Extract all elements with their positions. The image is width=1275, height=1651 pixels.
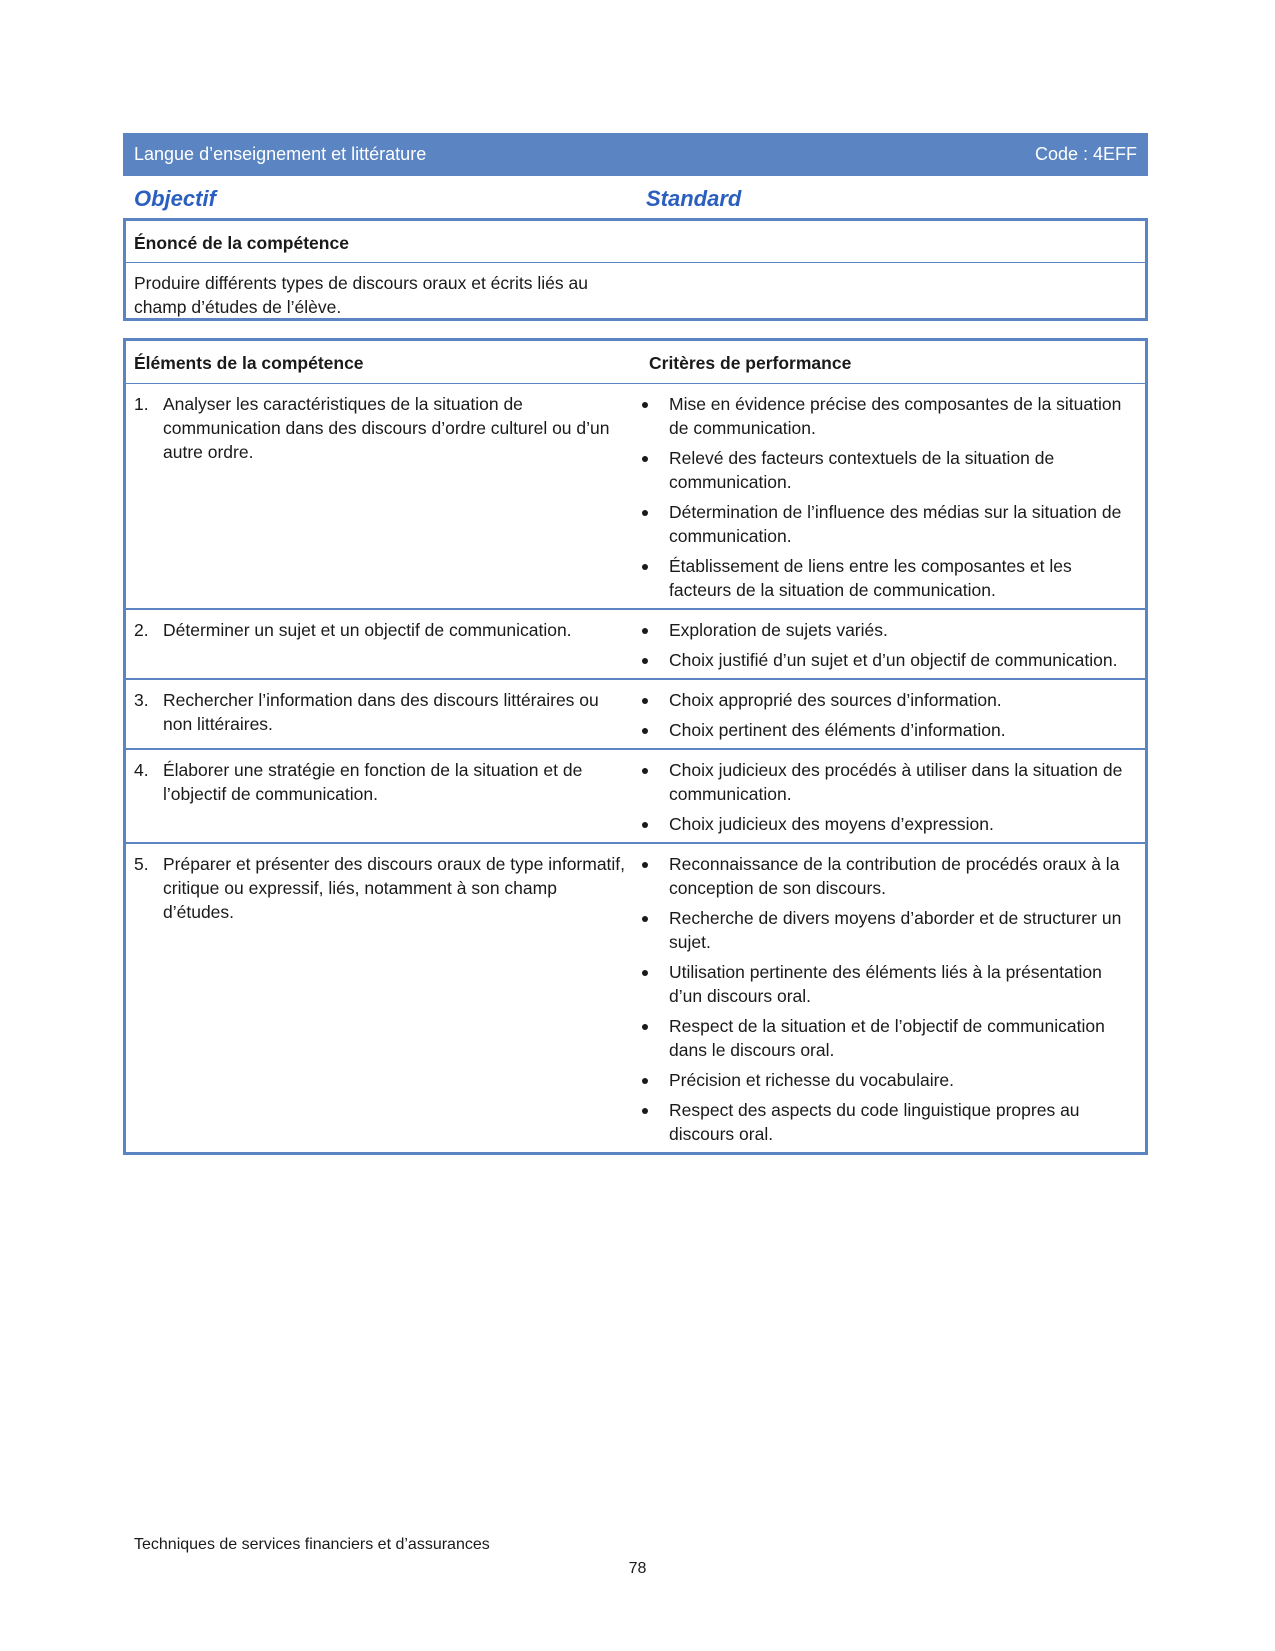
criterion-item bbox=[638, 554, 1128, 602]
bullet-icon bbox=[638, 648, 669, 672]
criterion-text: Choix judicieux des moyens d’expression. bbox=[669, 814, 994, 834]
competence-statement-text: Produire différents types de discours oraux et écrits liés au champ d’études de l’élève. bbox=[134, 273, 588, 317]
element-text: Préparer et présenter des discours oraux de type informatif, critique ou expressif, liés, notamment à son champ d’études. bbox=[163, 854, 626, 922]
criterion-item bbox=[638, 446, 1128, 494]
competence-element bbox=[126, 392, 638, 602]
bullet-icon bbox=[638, 852, 669, 900]
competence-element bbox=[126, 852, 638, 1146]
bullet-icon bbox=[638, 618, 669, 642]
element-text: Déterminer un sujet et un objectif de communication. bbox=[163, 620, 572, 640]
criterion-item bbox=[638, 960, 1128, 1008]
bullet-icon bbox=[638, 392, 669, 440]
element-number: 3. bbox=[134, 690, 149, 710]
criterion-text: Relevé des facteurs contextuels de la situation de communication. bbox=[669, 448, 1055, 492]
criterion-text: Utilisation pertinente des éléments liés à la présentation d’un discours oral. bbox=[669, 962, 1102, 1006]
criterion-text: Choix approprié des sources d’information. bbox=[669, 690, 1002, 710]
table-row bbox=[126, 750, 1145, 844]
bullet-icon bbox=[638, 1068, 669, 1092]
bullet-icon bbox=[638, 1098, 669, 1146]
performance-criteria-list bbox=[638, 688, 1128, 742]
criterion-item bbox=[638, 906, 1128, 954]
bullet-icon bbox=[638, 906, 669, 954]
criterion-text: Détermination de l’influence des médias sur la situation de communication. bbox=[669, 502, 1122, 546]
criterion-item bbox=[638, 718, 1128, 742]
standard-heading: Standard bbox=[646, 186, 742, 211]
element-number: 1. bbox=[134, 394, 149, 414]
footer-program: Techniques de services financiers et d’assurances bbox=[134, 1536, 490, 1553]
elements-column-header: Éléments de la compétence bbox=[134, 353, 364, 373]
competence-element bbox=[126, 688, 638, 742]
competence-element bbox=[126, 618, 638, 672]
criterion-text: Respect de la situation et de l’objectif de communication dans le discours oral. bbox=[669, 1016, 1105, 1060]
performance-criteria-list bbox=[638, 392, 1128, 602]
element-text: Rechercher l’information dans des discours littéraires ou non littéraires. bbox=[163, 690, 599, 734]
criterion-item bbox=[638, 618, 1128, 642]
criterion-text: Choix pertinent des éléments d’information. bbox=[669, 720, 1006, 740]
criterion-text: Établissement de liens entre les composantes et les facteurs de la situation de communication. bbox=[669, 556, 1072, 600]
bullet-icon bbox=[638, 500, 669, 548]
criterion-text: Reconnaissance de la contribution de procédés oraux à la conception de son discours. bbox=[669, 854, 1120, 898]
criterion-item bbox=[638, 758, 1128, 806]
bullet-icon bbox=[638, 718, 669, 742]
element-text: Analyser les caractéristiques de la situation de communication dans des discours d’ordre culturel ou d’un autre ordre. bbox=[163, 394, 610, 462]
element-number: 4. bbox=[134, 760, 149, 780]
table-row bbox=[126, 844, 1145, 1152]
criteria-column-header: Critères de performance bbox=[649, 353, 852, 373]
bullet-icon bbox=[638, 758, 669, 806]
page-number: 78 bbox=[628, 1560, 647, 1577]
competence-element bbox=[126, 758, 638, 836]
element-number: 5. bbox=[134, 854, 149, 874]
element-number: 2. bbox=[134, 620, 149, 640]
bullet-icon bbox=[638, 554, 669, 602]
criterion-item bbox=[638, 688, 1128, 712]
element-text: Élaborer une stratégie en fonction de la situation et de l’objectif de communication. bbox=[163, 760, 583, 804]
performance-criteria-list bbox=[638, 758, 1128, 836]
bullet-icon bbox=[638, 446, 669, 494]
criterion-item bbox=[638, 1098, 1128, 1146]
criterion-item bbox=[638, 1068, 1128, 1092]
criterion-text: Exploration de sujets variés. bbox=[669, 620, 888, 640]
competence-table bbox=[123, 338, 1148, 1155]
criterion-text: Mise en évidence précise des composantes de la situation de communication. bbox=[669, 394, 1122, 438]
table-row bbox=[126, 610, 1145, 680]
performance-criteria-list bbox=[638, 852, 1128, 1146]
criterion-item bbox=[638, 648, 1128, 672]
course-code: Code : 4EFF bbox=[1034, 144, 1137, 164]
bullet-icon bbox=[638, 812, 669, 836]
criterion-text: Précision et richesse du vocabulaire. bbox=[669, 1070, 955, 1090]
table-header bbox=[126, 341, 1145, 384]
course-title: Langue d’enseignement et littérature bbox=[134, 144, 427, 164]
criterion-item bbox=[638, 1014, 1128, 1062]
criterion-item bbox=[638, 852, 1128, 900]
objective-row bbox=[123, 176, 1148, 218]
bullet-icon bbox=[638, 688, 669, 712]
table-body bbox=[126, 384, 1145, 1152]
table-row bbox=[126, 680, 1145, 750]
performance-criteria-list bbox=[638, 618, 1128, 672]
competence-statement-box bbox=[123, 218, 1148, 321]
bullet-icon bbox=[638, 960, 669, 1008]
criterion-text: Choix justifié d’un sujet et d’un objectif de communication. bbox=[669, 650, 1118, 670]
criterion-item bbox=[638, 812, 1128, 836]
document-page bbox=[123, 133, 1148, 1155]
criterion-text: Choix judicieux des procédés à utiliser dans la situation de communication. bbox=[669, 760, 1123, 804]
criterion-text: Respect des aspects du code linguistique propres au discours oral. bbox=[669, 1100, 1080, 1144]
header-band bbox=[123, 133, 1148, 176]
competence-statement-title: Énoncé de la compétence bbox=[126, 221, 1145, 263]
criterion-item bbox=[638, 500, 1128, 548]
table-row bbox=[126, 384, 1145, 610]
criterion-item bbox=[638, 392, 1128, 440]
bullet-icon bbox=[638, 1014, 669, 1062]
criterion-text: Recherche de divers moyens d’aborder et de structurer un sujet. bbox=[669, 908, 1122, 952]
objectif-heading: Objectif bbox=[134, 186, 216, 211]
